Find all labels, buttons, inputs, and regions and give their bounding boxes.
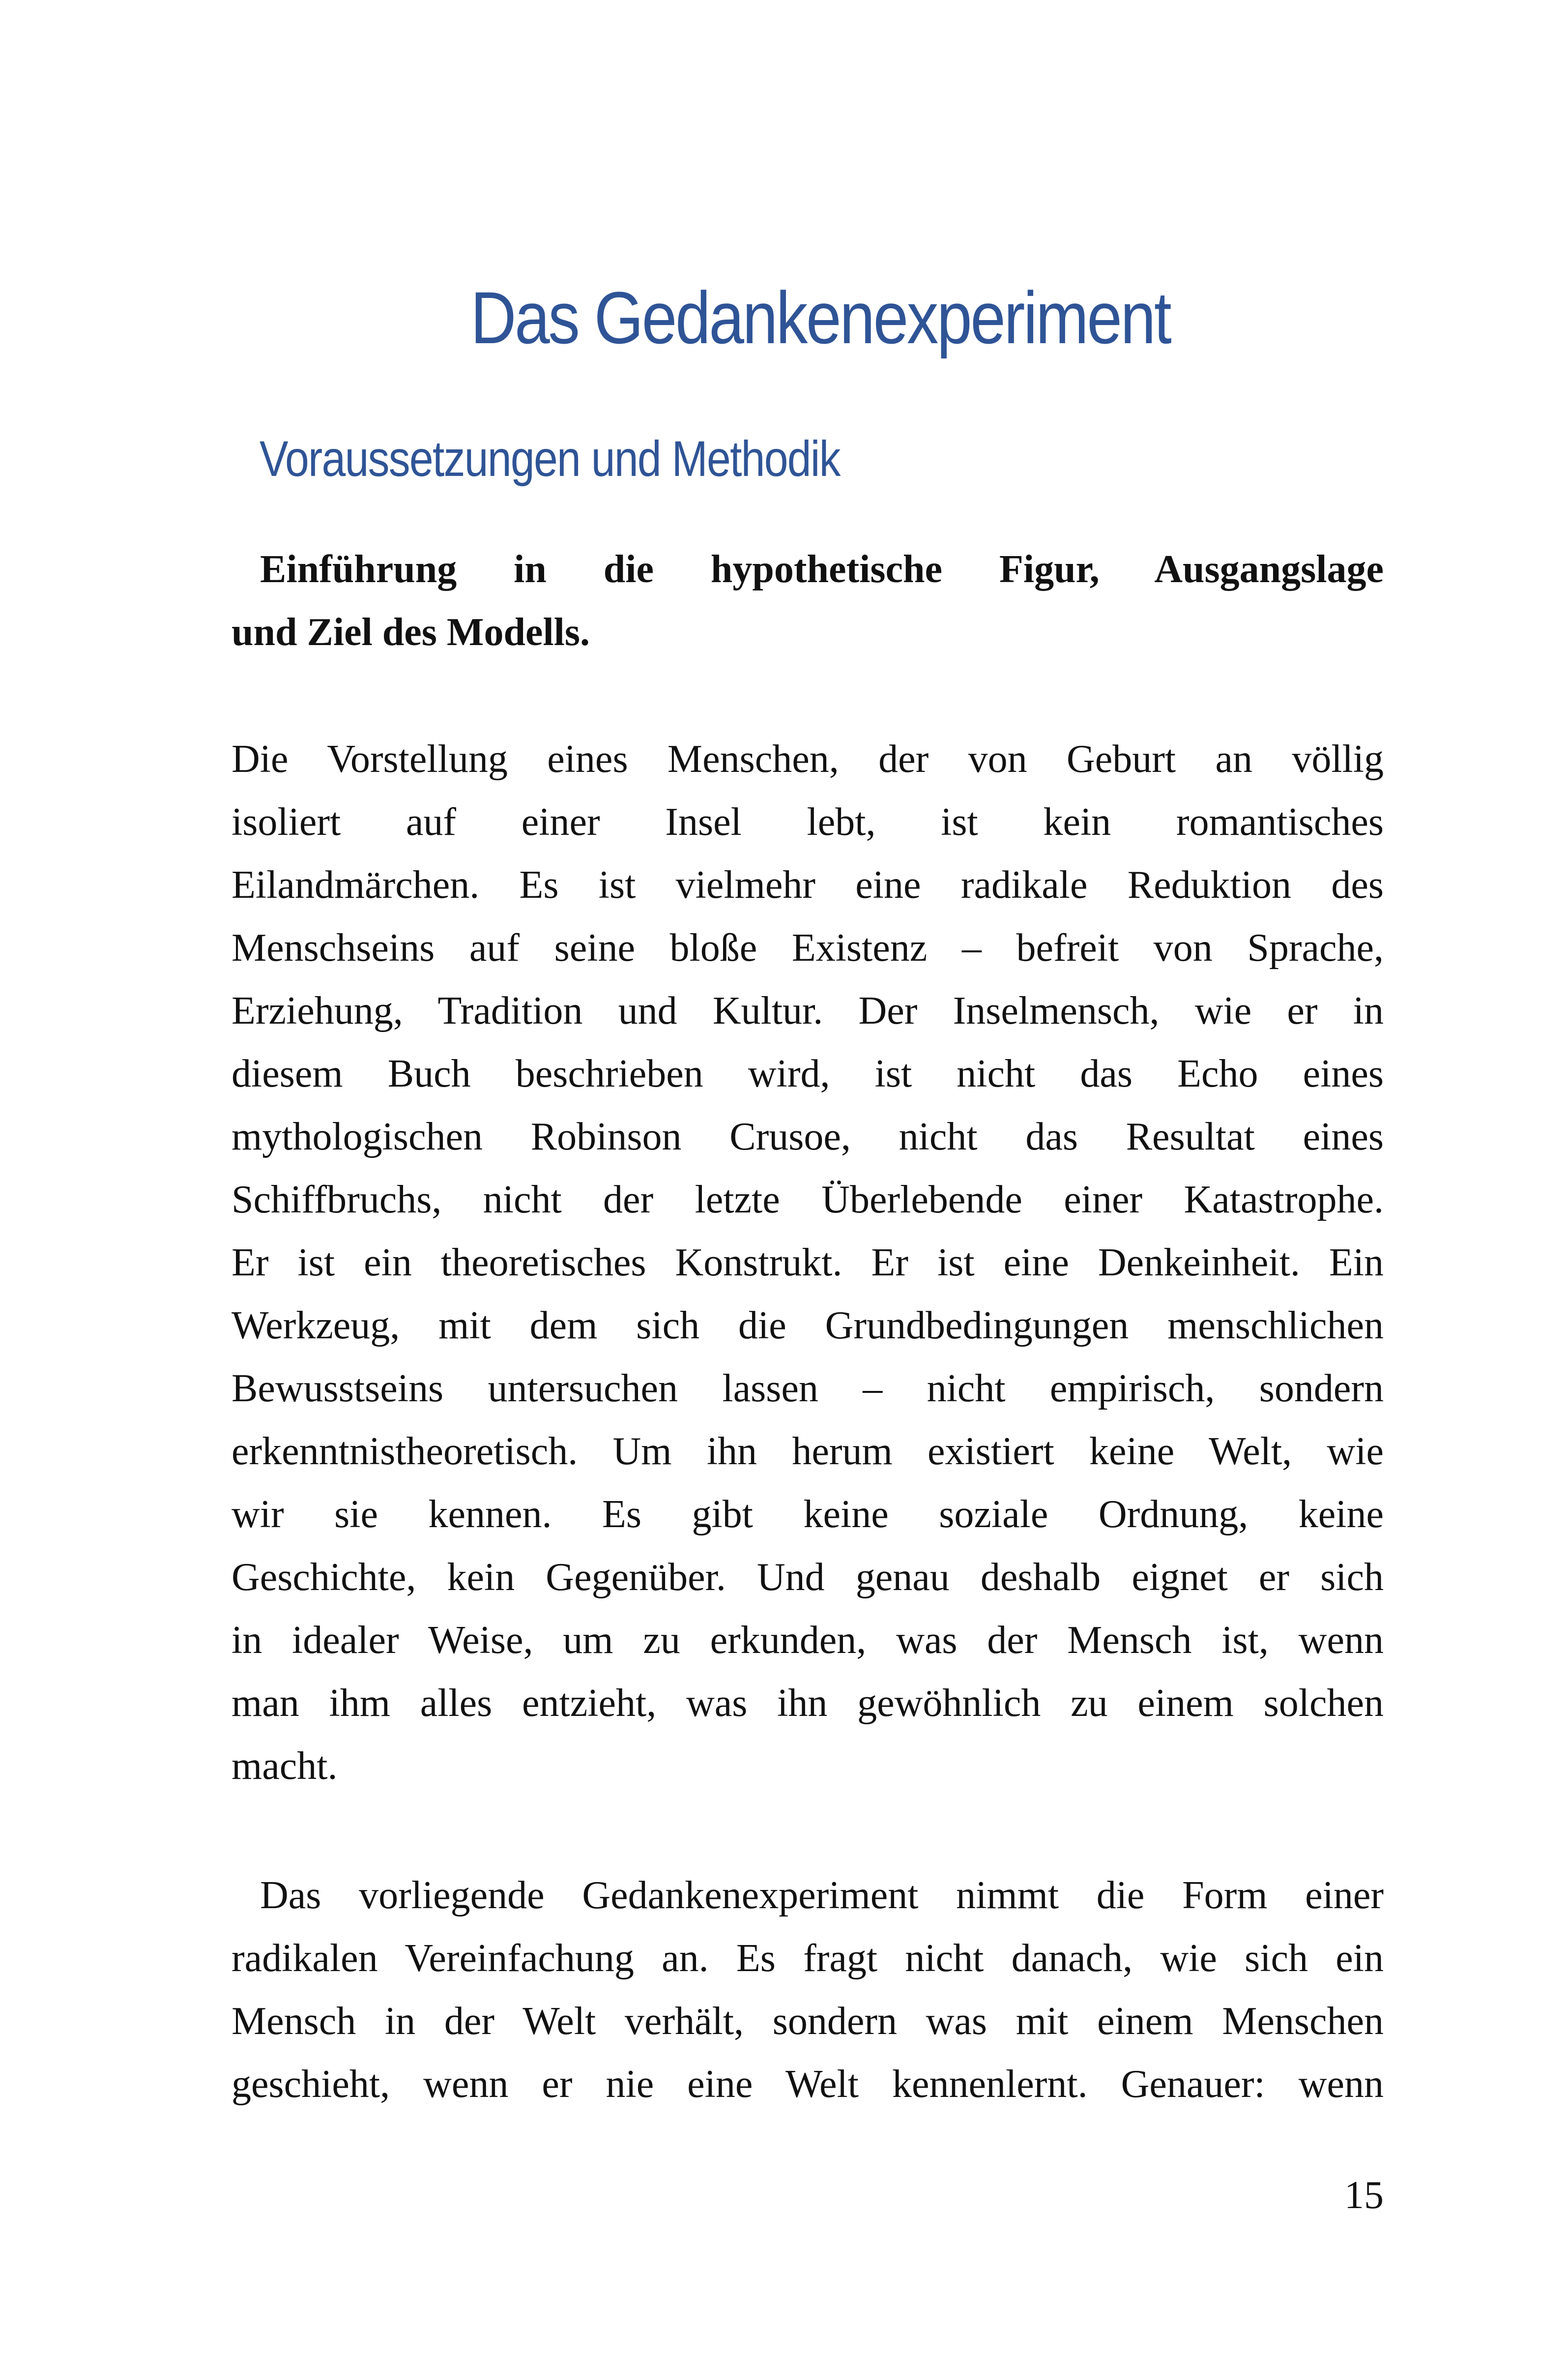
section-title: Voraussetzungen und Methodik	[260, 431, 840, 487]
text-line: und Ziel des Modells.	[232, 611, 590, 654]
text-line: Werkzeug, mit dem sich die Grundbedingungen menschlichen	[232, 1304, 1384, 1347]
text-line: isoliert auf einer Insel lebt, ist kein romantisches	[232, 800, 1384, 844]
chapter-title: Das Gedankenexperiment	[470, 276, 1170, 359]
text-line: Die Vorstellung eines Menschen, der von Geburt an völlig	[232, 738, 1384, 781]
text-line: Geschichte, kein Gegenüber. Und genau deshalb eignet er sich	[232, 1556, 1384, 1599]
text-line: radikalen Vereinfachung an. Es fragt nicht danach, wie sich ein	[232, 1937, 1384, 1980]
page-number: 15	[1344, 2174, 1384, 2217]
lead-paragraph	[232, 538, 1384, 664]
text-line: Mensch in der Welt verhält, sondern was mit einem Menschen	[232, 2000, 1384, 2043]
body-paragraph-1	[232, 728, 1384, 1798]
text-line: Er ist ein theoretisches Konstrukt. Er ist eine Denkeinheit. Ein	[232, 1241, 1384, 1284]
text-line: geschieht, wenn er nie eine Welt kennenlernt. Genauer: wenn	[232, 2063, 1384, 2106]
text-line: Das vorliegende Gedankenexperiment nimmt die Form einer	[260, 1874, 1384, 1917]
text-line: macht.	[232, 1744, 338, 1788]
text-line: Erziehung, Tradition und Kultur. Der Inselmensch, wie er in	[232, 989, 1384, 1032]
text-line: Einführung in die hypothetische Figur, Ausgangslage	[260, 548, 1384, 591]
text-line: man ihm alles entzieht, was ihn gewöhnlich zu einem solchen	[232, 1682, 1384, 1725]
text-line: diesem Buch beschrieben wird, ist nicht das Echo eines	[232, 1052, 1384, 1095]
text-line: Bewusstseins untersuchen lassen – nicht empirisch, sondern	[232, 1367, 1384, 1410]
text-line: Eilandmärchen. Es ist vielmehr eine radikale Reduktion des	[232, 863, 1384, 907]
text-line: Schiffbruchs, nicht der letzte Überlebende einer Katastrophe.	[232, 1178, 1384, 1221]
text-line: in idealer Weise, um zu erkunden, was der Mensch ist, wenn	[232, 1619, 1384, 1662]
text-line: erkenntnistheoretisch. Um ihn herum existiert keine Welt, wie	[232, 1430, 1384, 1473]
text-line: wir sie kennen. Es gibt keine soziale Ordnung, keine	[232, 1493, 1384, 1536]
text-line: mythologischen Robinson Crusoe, nicht das Resultat eines	[232, 1115, 1384, 1158]
body-paragraph-2	[232, 1864, 1384, 2116]
text-line: Menschseins auf seine bloße Existenz – befreit von Sprache,	[232, 926, 1384, 970]
